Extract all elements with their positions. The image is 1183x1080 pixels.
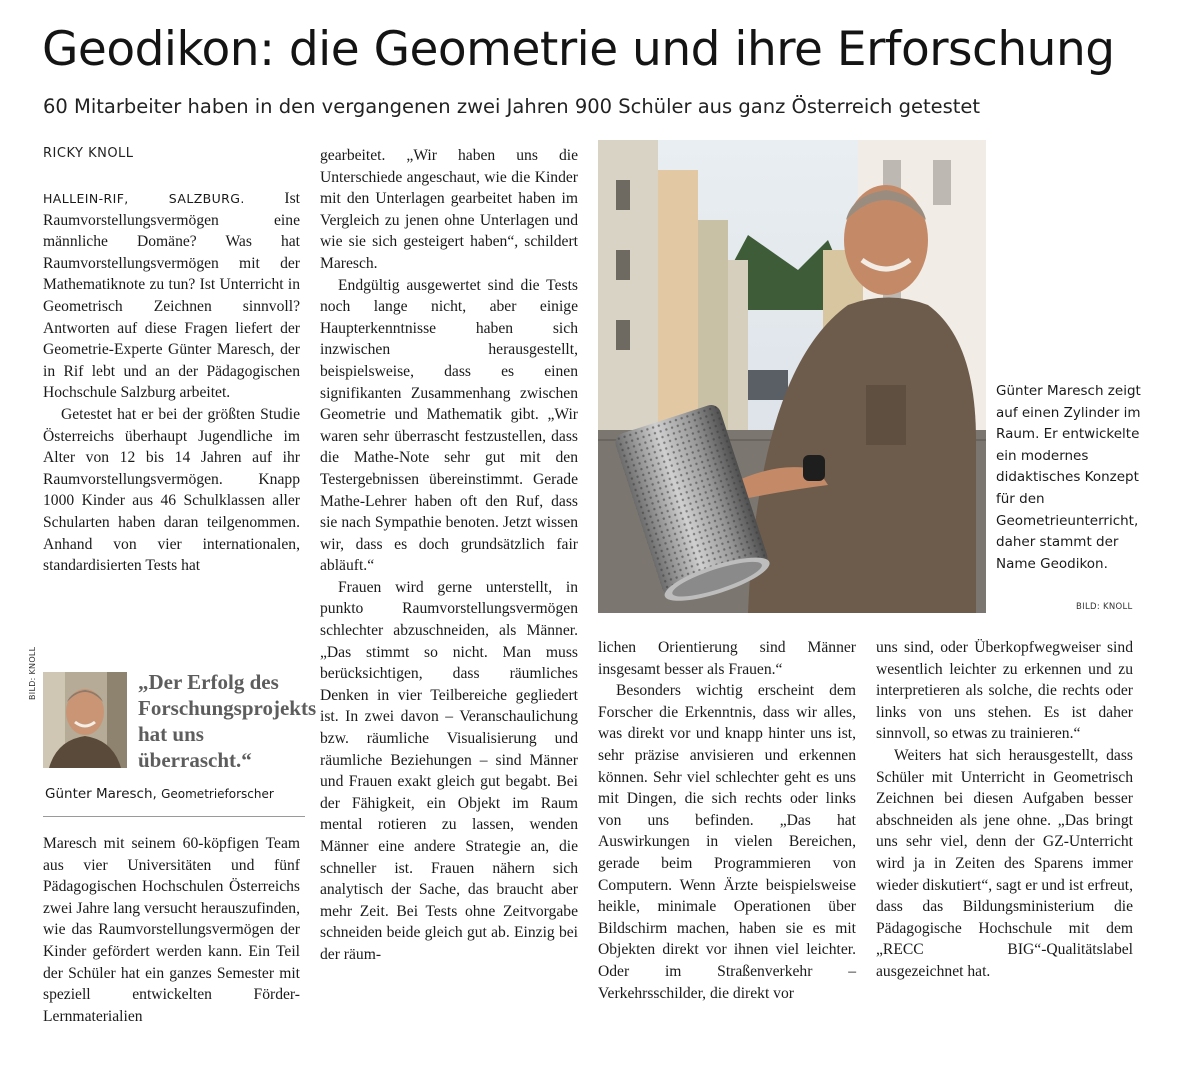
- paragraph: Endgültig ausgewertet sind die Tests noch lange nicht, aber einige Haupterkenntnisse haben sich inzwischen herausgestellt, beispielsweise, dass es einen signifikanten Zusammenhang zwischen Geometrie und Mathematik gibt. „Wir waren sehr überrascht festzustellen, dass die Mathe-Note sehr gut mit den Testergebnissen übereinstimmt. Gerade Mathe-Lehrer haben oft den Ruf, dass sie nach Sympathie benoten. Jetzt wissen wir, dass es doch grundsätzlich fair abläuft.“: [320, 276, 578, 575]
- paragraph: Besonders wichtig erscheint dem Forscher die Erkenntnis, dass wir alles, was direkt vor und knapp hinter uns ist, sehr präzise anvisieren und erkennen können. Sehr viel schlechter geht es uns mit Dingen, die sich rechts oder links von uns befinden. „Das hat Auswirkungen in vielen Bereichen, gerade beim Programmieren von Computern. Wenn Ärzte beispielsweise heikle, minimale Operationen über Bildschirm machen, haben sie es mit Objekten direkt vor ihnen viel leichter. Oder im Straßenverkehr – Verkehrsschilder, die direkt vor: [598, 682, 856, 1002]
- headline: Geodikon: die Geometrie und ihre Erforschung: [42, 22, 1115, 77]
- column-1-bottom: [43, 833, 300, 1027]
- paragraph: gearbeitet. „Wir haben uns die Unterschiede angeschaut, wie die Kinder mit den Unterlagen gearbeitet haben im Vergleich zu jenen ohne Unterlagen und wie sie sich gesteigert haben“, schildert Maresch.: [320, 147, 578, 272]
- paragraph: Frauen wird gerne unterstellt, in punkto Raumvorstellungsvermögen schlechter abzuschneiden, als Männer. „Das stimmt so nicht. Man muss berücksichtigen, dass räumliches Denken in vier Teilbereiche gegliedert ist. In zwei davon – Veranschaulichung bzw. räumliche Visualisierung und räumliche Beziehungen – sind Männer und Frauen exakt gleich gut begabt. Bei der Fähigkeit, ein Objekt im Raum mental rotieren zu lassen, wenden Männer eine andere Strategie an, die schneller ist. Frauen nähern sich analytisch der Sache, das braucht aber mehr Zeit. Bei Tests ohne Zeitvorgabe schneiden beide gleich gut ab. Einzig bei der räum-: [320, 578, 578, 963]
- divider: [43, 816, 305, 817]
- paragraph: Maresch mit seinem 60-köpfigen Team aus vier Universitäten und fünf Pädagogischen Hochschulen Österreichs zwei Jahre lang versucht herauszufinden, wie das Raumvorstellungsvermögen der Kinder gefördert werden kann. Ein Teil der Schüler hat ein ganzes Semester mit speziell entwickelten Förder-Lernmaterialien: [43, 835, 300, 1025]
- quote-attribution: [45, 786, 315, 802]
- portrait-credit: BILD: KNOLL: [28, 646, 37, 700]
- quote-name: Günter Maresch,: [45, 786, 157, 802]
- paragraph: Weiters hat sich herausgestellt, dass Schüler mit Unterricht in Geometrisch Zeichnen bei diesen Aufgaben besser abschneiden als jene ohne. „Das bringt uns sehr viel, denn der GZ-Unterricht wird ja in Zeiten des Sparens immer wieder diskutiert“, sagt er und ist erfreut, dass das Bildungsministerium die Pädagogische Hochschule mit dem „RECC BIG“-Qualitätslabel ausgezeichnet hat.: [876, 746, 1133, 980]
- author-byline: RICKY KNOLL: [43, 146, 134, 161]
- photo-credit: BILD: KNOLL: [1076, 602, 1133, 612]
- quote-role: Geometrieforscher: [161, 787, 274, 801]
- paragraph: Getestet hat er bei der größten Studie Österreichs überhaupt Jugendliche im Alter von 12 bis 14 Jahren auf ihr Raumvorstellungsvermögen. Knapp 1000 Kinder aus 46 Schulklassen aller Schularten haben daran teilgenommen. Anhand von vier internationalen, standardisierten Tests hat: [43, 405, 300, 575]
- column-2: [320, 145, 578, 966]
- paragraph: lichen Orientierung sind Männer insgesamt besser als Frauen.“: [598, 639, 856, 678]
- column-1-top: [43, 188, 300, 577]
- paragraph: HALLEIN-RIF, SALZBURG. Ist Raumvorstellungsvermögen eine männliche Domäne? Was hat Raumvorstellungsvermögen mit der Mathematiknote zu tun? Ist Unterricht in Geometrisch Zeichnen sinnvoll? Antworten auf diese Fragen liefert der Geometrie-Experte Günter Maresch, der in Rif lebt und an der Pädagogischen Hochschule Salzburg arbeitet.: [43, 190, 300, 402]
- column-3: [598, 637, 856, 1004]
- article-photo: [598, 140, 986, 613]
- column-4: [876, 637, 1133, 983]
- subheadline: 60 Mitarbeiter haben in den vergangenen zwei Jahren 900 Schüler aus ganz Österreich getestet: [43, 95, 981, 118]
- dateline: HALLEIN-RIF, SALZBURG.: [43, 191, 245, 206]
- photo-caption: Günter Maresch zeigt auf einen Zylinder im Raum. Er entwickelte ein modernes didaktisches Konzept für den Geometrieunterricht, daher stammt der Name Geodikon.: [996, 383, 1141, 572]
- pull-quote: „Der Erfolg des Forschungsprojekts hat uns überrascht.“: [138, 670, 317, 772]
- paragraph: uns sind, oder Überkopfwegweiser sind wesentlich leichter zu erkennen und zu interpretieren als solche, die rechts oder links von uns stehen. Es ist daher sinnvoll, so etwas zu trainieren.“: [876, 639, 1133, 743]
- portrait-photo: [43, 672, 127, 768]
